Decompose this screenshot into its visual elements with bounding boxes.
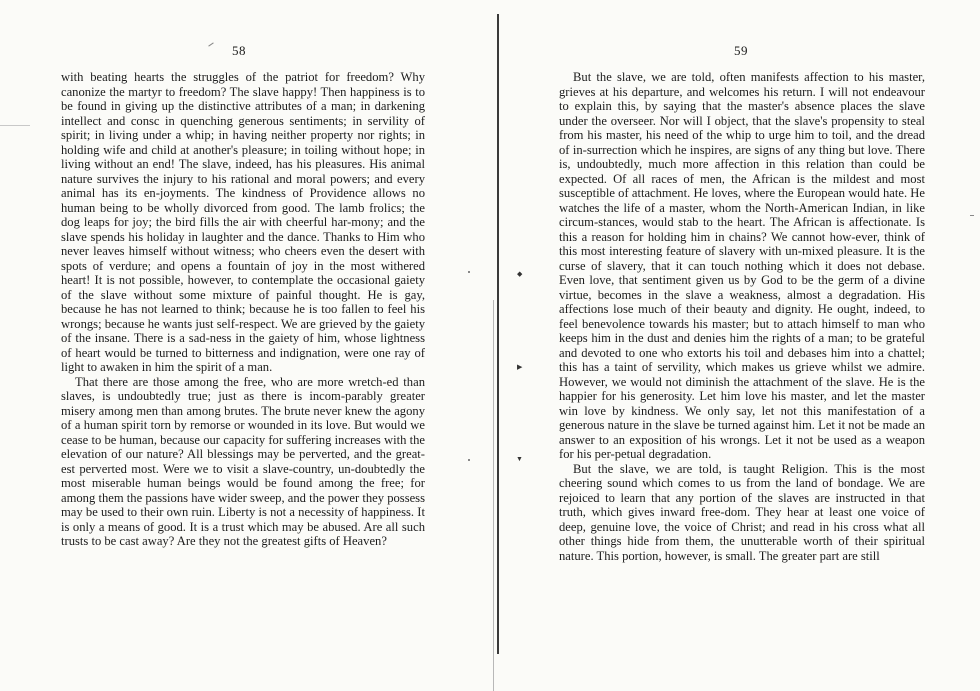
scan-mark-dot	[468, 459, 470, 461]
scan-mark-dot	[468, 271, 470, 273]
right-page	[497, 0, 980, 691]
paragraph: That there are those among the free, who are more wretch-ed than slaves, is undoubtedly true; just as there is incom-parably greater misery among men than among brutes. The brute never knew the agony of a human spirit torn by remorse or wounded in its love. But would we cease to be human, because our capacity for suffering increases with the elevation of our nature? All blessings may be perverted, and the great-est perverted most. Were we to visit a slave-country, un-doubtedly the most miserable human beings would be found among the free; for among them the passions have wider sweep, and the power they possess may be used to their own ruin. Liberty is not a necessity of happiness. It is only a means of good. It is a trust which may be abused. Are all such trusts to be cast away? Are they not the greatest gifts of Heaven?	[61, 374, 425, 548]
scan-mark-arrow: ▼	[516, 455, 523, 463]
paragraph: But the slave, we are told, is taught Religion. This is the most cheering sound which comes to us from the land of bondage. We are rejoiced to learn that any portion of the slaves are instructed in that truth, which gives inward free-dom. They hear at least one voice of deep, genuine love, the voice of Christ; and read in his cross what all other things hide from them, the unutterable worth of their spiritual nature. This portion, however, is small. The greater part are still	[559, 461, 925, 563]
page-number: 58	[232, 43, 246, 58]
page-text	[559, 70, 925, 563]
gutter-shadow	[493, 300, 494, 691]
page-text	[61, 70, 425, 549]
scan-mark-arrow: ▶	[517, 363, 523, 371]
scan-mark-line	[0, 125, 30, 126]
paragraph: But the slave, we are told, often manifests affection to his master, grieves at his departure, and welcomes his return. I will not endeavour to explain this, by saying that the master's absence places the slave under the overseer. Nor will I object, that the slave's propensity to steal from his master, his need of the whip to urge him to toil, and the dread of in-surrection which he inspires, are signs of any thing but love. There is, undoubtedly, much more affection in this relation than could be expected. Of all races of men, the African is the mildest and most susceptible of attachment. He loves, where the European would hate. He watches the life of a master, whom the North-American Indian, in like circum-stances, would stab to the heart. The African is affectionate. Is this a reason for holding him in chains? We cannot how-ever, think of this most interesting feature of slavery with un-mixed pleasure. It is the curse of slavery, that it can touch nothing which it does not debase. Even love, that sentiment given us by God to be the germ of a divine virtue, becomes in the slave a weakness, almost a degradation. His affections lose much of their beauty and dignity. He ought, indeed, to feel benevolence towards his master; but to attach himself to man who keeps him in the dust and denies him the rights of a man; to be grateful and devoted to one who extorts his toil and debases him into a chattel; this has a taint of servility, which makes us grieve whilst we admire. However, we would not diminish the attachment of the slave. He is the happier for his generosity. Let him love his master, and let the master win love by kindness. We only say, let not this manifestation of a generous nature in the slave be turned against him. Let it not be made an answer to an exposition of his wrongs. Let it not be used as a weapon for his per-petual degradation.	[559, 70, 925, 461]
scan-mark-dot: ◆	[517, 270, 523, 278]
paragraph: with beating hearts the struggles of the patriot for freedom? Why canonize the martyr to freedom? The slave happy! Then happiness is to be found in giving up the distinctive attributes of a man; in darkening intellect and consc in quenching generous sentiments; in servility of spirit; in living under a whip; in having neither property nor rights; in holding wife and child at another's pleasure; in toiling without hope; in living without an end! The slave, indeed, has his pleasures. His animal nature survives the injury to his rational and moral powers; and every animal has its en-joyments. The kindness of Providence allows no human being to be wholly divorced from good. The lamb frolics; the dog leaps for joy; the bird fills the air with cheerful har-mony; and the slave spends his holiday in laughter and the dance. Thanks to Him who never leaves himself without witness; who cheers even the desert with spots of verdure; and opens a fountain of joy in the most withered heart! It is not possible, however, to contemplate the occasional gaiety of the slave without some mixture of painful thought. He is gay, because he has not learned to think; because he is too fallen to feel his wrongs; because he wants just self-respect. We are grieved by the gaiety of the insane. There is a sad-ness in the gaiety of him, whose lightness of heart would be turned to bitterness and indignation, were one ray of light to awaken in him the spirit of a man.	[61, 70, 425, 374]
page-number: 59	[734, 43, 748, 58]
scan-mark-tick	[970, 215, 974, 216]
